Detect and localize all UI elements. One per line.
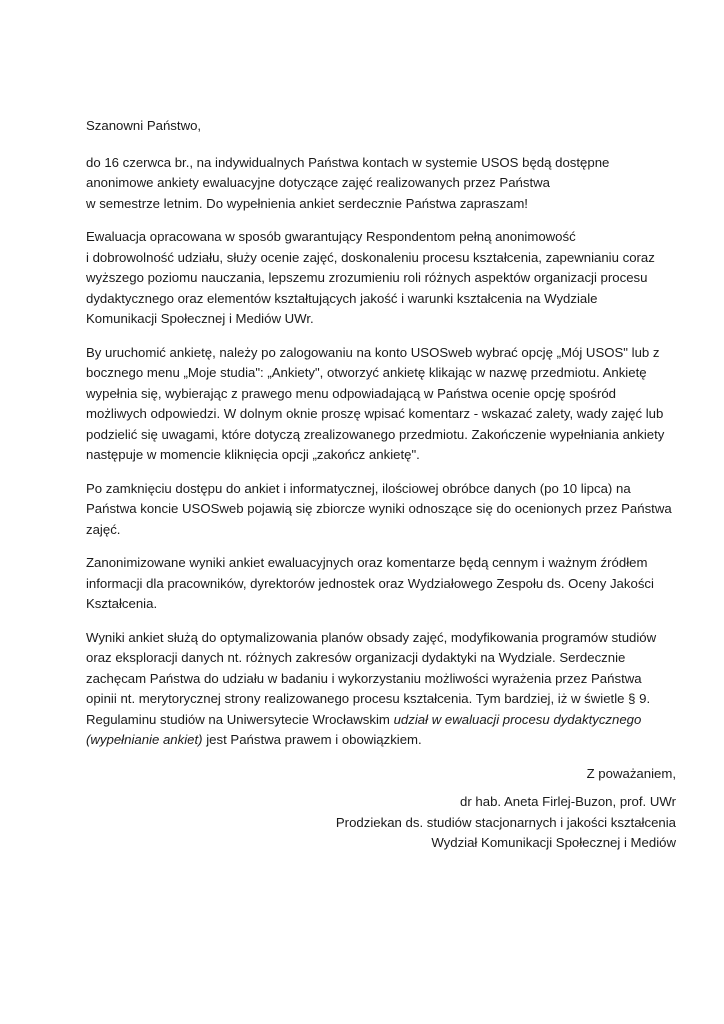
text-line: zachęcam Państwa do udziału w badaniu i wykorzystaniu możliwości wyrażenia przez Państwa [86, 670, 642, 686]
text-line-mixed [86, 730, 676, 751]
text-line: dydaktycznego oraz elementów kształtujących jakość i warunki kształcenia na Wydziale [86, 290, 598, 306]
signatory-faculty: Wydział Komunikacji Społecznej i Mediów [431, 835, 676, 850]
text-line: wypełnia się, wybierając z prawego menu odpowiadającą w Państwa ocenie opcję spośród [86, 385, 616, 401]
regulation-text-end: jest Państwa prawem i obowiązkiem. [202, 732, 422, 747]
regulation-emphasis-continued: (wypełnianie ankiet) [86, 732, 203, 747]
text-line: Zanonimizowane wyniki ankiet ewaluacyjnych oraz komentarze będą cennym i ważnym źródłem [86, 555, 648, 570]
text-line: Państwa koncie USOSweb pojawią się zbiorcze wyniki odnoszące się do ocenionych przez Państwa [86, 501, 672, 516]
salutation: Szanowni Państwo, [86, 118, 202, 133]
signatory-title: Prodziekan ds. studiów stacjonarnych i jakości kształcenia [335, 814, 676, 830]
text-line: bocznego menu „Moje studia": „Ankiety", otworzyć ankietę klikając w nazwę przedmiotu. Ankietę [86, 365, 647, 380]
text-line: możliwych odpowiedzi. W dolnym oknie proszę wpisać komentarz - wskazać zalety, wady zajęć lub [86, 406, 664, 421]
letter-body [86, 116, 676, 854]
text-line: Komunikacji Społecznej i Mediów UWr. [86, 311, 314, 326]
paragraph-results [86, 479, 676, 541]
paragraph-availability [86, 153, 676, 215]
text-line: zajęć. [86, 521, 121, 537]
text-line: podzielić się uwagami, które dotyczą zrealizowanego przedmiotu. Zakończenie wypełniania ankiety [86, 426, 665, 442]
text-line: do 16 czerwca br., na indywidualnych Państwa kontach w systemie USOS będą dostępne [86, 154, 610, 170]
text-line: Kształcenia. [86, 596, 158, 611]
text-line: anonimowe ankiety ewaluacyjne dotyczące zajęć realizowanych przez Państwa [86, 175, 551, 190]
paragraph-evaluation-purpose [86, 227, 676, 330]
text-line: oraz eksploracji danych nt. różnych zakresów organizacji dydaktyki na Wydziale. Serdecznie [86, 650, 626, 665]
text-line: Po zamknięciu dostępu do ankiet i informatycznej, ilościowej obróbce danych (po 10 lipca) na [86, 480, 631, 496]
signature-block [86, 764, 676, 854]
text-line: w semestrze letnim. Do wypełnienia ankiet serdecznie Państwa zapraszam! [86, 195, 528, 211]
paragraph-results-usage [86, 628, 676, 751]
text-line: wyższego poziomu nauczania, lepszemu zrozumieniu roli różnych aspektów organizacji procesu [86, 270, 648, 285]
text-line: Ewaluacja opracowana w sposób gwarantujący Respondentom pełną anonimowość [86, 229, 576, 244]
paragraph-anonymized-results [86, 553, 676, 615]
text-line: Wyniki ankiet służą do optymalizowania planów obsady zajęć, modyfikowania programów studiów [86, 629, 657, 645]
regulation-text: Regulaminu studiów na Uniwersytecie Wrocławskim [86, 711, 394, 727]
text-line: i dobrowolność udziału, służy ocenie zajęć, doskonaleniu procesu kształcenia, zapewnianiu coraz [86, 249, 655, 265]
text-line: By uruchomić ankietę, należy po zalogowaniu na konto USOSweb wybrać opcję „Mój USOS" lub z [86, 344, 660, 360]
signatory-name: dr hab. Aneta Firlej-Buzon, prof. UWr [460, 794, 676, 809]
text-line: opinii nt. merytorycznej strony realizowanego procesu kształcenia. Tym bardziej, iż w świetle § 9. [86, 691, 651, 706]
closing: Z poważaniem, [586, 765, 676, 781]
text-line: informacji dla pracowników, dyrektorów jednostek oraz Wydziałowego Zespołu ds. Oceny Jakości [86, 575, 654, 591]
text-line: następuje w momencie kliknięcia opcji „zakończ ankietę". [86, 447, 420, 462]
text-line-mixed [86, 710, 676, 731]
paragraph-instructions [86, 343, 676, 466]
regulation-emphasis: udział w ewaluacji procesu dydaktycznego [393, 711, 642, 727]
